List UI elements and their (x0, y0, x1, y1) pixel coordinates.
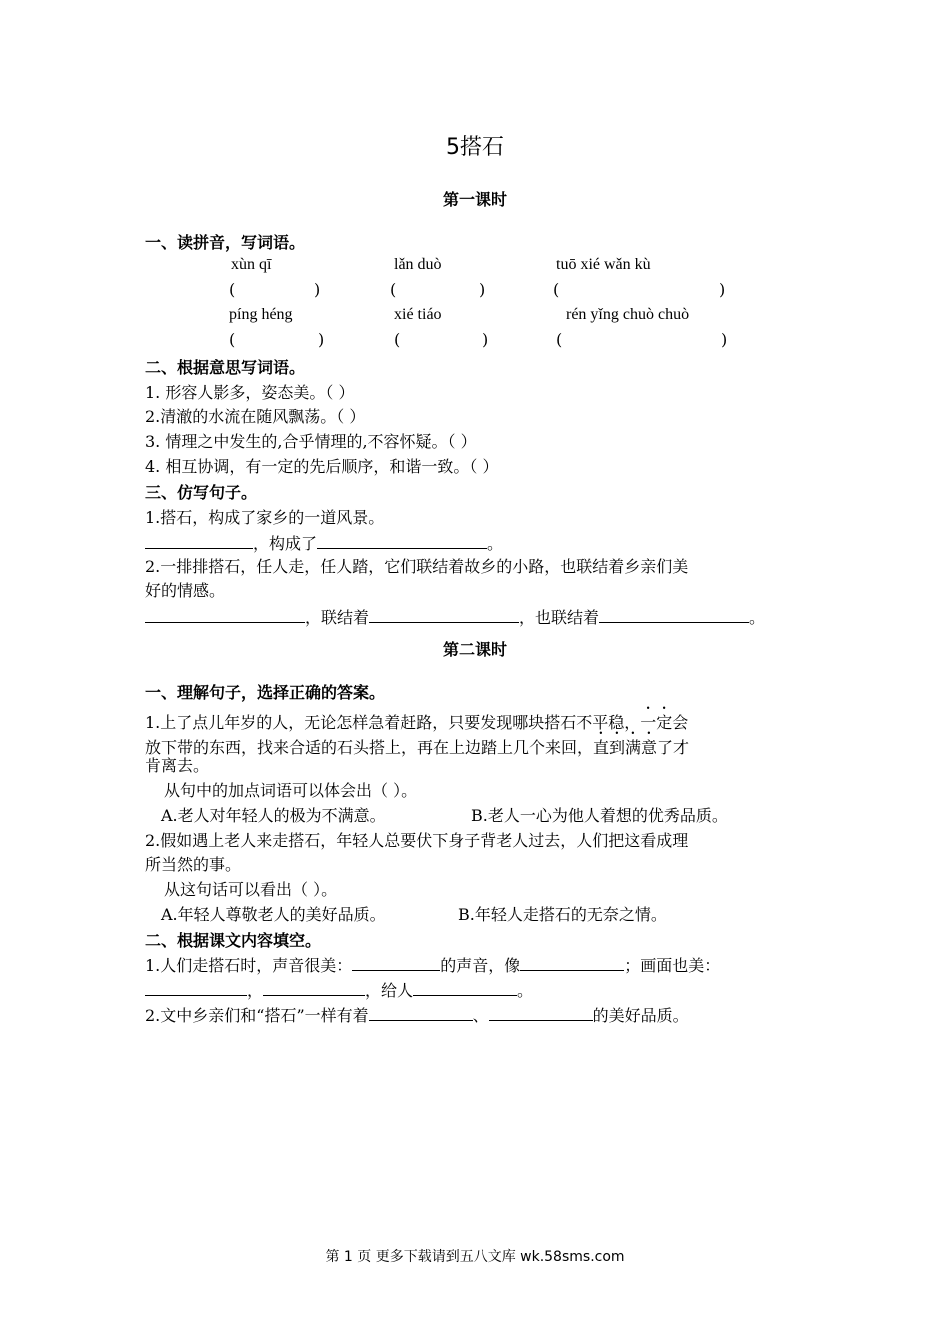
section-understand-heading: 一、理解句子，选择正确的答案。 (145, 683, 386, 702)
fill-text: 1.人们走搭石时，声音很美： (145, 956, 353, 975)
blank-line[interactable] (489, 1002, 593, 1021)
lesson-two-heading: 第二课时 (442, 640, 507, 659)
fill-text: 、 (472, 1006, 489, 1025)
blank-line[interactable] (352, 952, 440, 971)
answer-box-pingheng[interactable]: ( (229, 330, 236, 349)
blank-line[interactable] (317, 530, 487, 549)
pinyin-landuo: lǎn duò (394, 256, 442, 273)
understand-q1-option-a[interactable]: A.老人对年轻人的极为不满意。 (161, 806, 386, 825)
understand-q2-prompt: 从这句话可以看出（ ）。 (164, 880, 338, 899)
pinyin-tuoxiewanku: tuō xié wǎn kù (556, 256, 651, 273)
understand-q2-line1: 2.假如遇上老人来走搭石，年轻人总要伏下身子背老人过去，人们把这看成理 (145, 831, 689, 850)
blank-line[interactable] (145, 977, 247, 996)
answer-box-xunqi-close: ) (314, 280, 321, 299)
meaning-item-2: 2.清澈的水流在随风飘荡。（ ） (145, 407, 366, 426)
fill-text: 的声音，像 (440, 956, 521, 975)
imitate-item-2-line2: 好的情感。 (145, 581, 226, 600)
q1-text: 了才 (657, 738, 690, 757)
answer-box-xietiao[interactable]: ( (394, 330, 401, 349)
answer-box-xunqi[interactable]: ( (229, 280, 236, 299)
lesson-one-heading: 第一课时 (442, 190, 507, 209)
blank-line[interactable] (369, 604, 519, 623)
dotted-words-zhidaomanyi: 直到满意 (593, 738, 658, 757)
blank-line[interactable] (145, 604, 305, 623)
understand-q2-option-b[interactable]: B.年轻人走搭石的无奈之情。 (458, 905, 667, 924)
pinyin-pingheng: píng héng (229, 306, 293, 323)
answer-box-renyingchuochuo-close: ) (721, 330, 728, 349)
page-footer: 第 1 页 更多下载请到五八文库 wk.58sms.com (325, 1249, 625, 1265)
pinyin-xietiao: xié tiáo (394, 306, 442, 323)
q1-text: 1.上了点儿年岁的人，无论怎样急着赶路，只要发现哪块搭石不平稳， (145, 713, 641, 732)
page-title: 5搭石 (446, 135, 504, 160)
fill-q2-line (145, 1002, 689, 1026)
fill-text: ，联结着 (305, 608, 370, 627)
fill-text: ，构成了 (253, 534, 318, 553)
q1-text: 会 (672, 713, 689, 732)
pinyin-xunqi: xùn qī (231, 256, 272, 273)
section-imitate-heading: 三、仿写句子。 (145, 483, 258, 502)
blank-line[interactable] (599, 604, 749, 623)
section-fill-heading: 二、根据课文内容填空。 (145, 931, 322, 950)
fill-text: 。 (487, 534, 504, 553)
section-meaning-heading: 二、根据意思写词语。 (145, 358, 306, 377)
answer-box-pingheng-close: ) (318, 330, 325, 349)
dotted-text: 一定 (640, 713, 673, 732)
answer-box-landuo[interactable]: ( (390, 280, 397, 299)
meaning-item-4: 4. 相互协调，有一定的先后顺序，和谐一致。（ ） (145, 457, 499, 476)
blank-line[interactable] (413, 977, 517, 996)
meaning-item-3: 3. 情理之中发生的,合乎情理的,不容怀疑。（ ） (145, 432, 477, 451)
imitate-item-2-line1: 2.一排排搭石，任人走，任人踏，它们联结着故乡的小路，也联结着乡亲们美 (145, 557, 689, 576)
imitate-fill-2 (145, 604, 765, 628)
blank-line[interactable] (145, 530, 253, 549)
q1-text: 放下带的东西，找来合适的石头搭上，再在上边踏上几个来回， (145, 738, 594, 757)
fill-q1-line2 (145, 977, 533, 1001)
meaning-item-1: 1. 形容人影多，姿态美。（ ） (145, 383, 355, 402)
fill-q1-line1 (145, 952, 720, 976)
fill-text: 。 (517, 981, 534, 1000)
understand-q1-line2 (145, 729, 689, 758)
understand-q1-option-b[interactable]: B.老人一心为他人着想的优秀品质。 (471, 806, 728, 825)
fill-text: ；画面也美： (624, 956, 721, 975)
fill-text: ，给人 (365, 981, 414, 1000)
blank-line[interactable] (369, 1002, 473, 1021)
answer-box-tuoxiewanku[interactable]: ( (553, 280, 560, 299)
answer-box-tuoxiewanku-close: ) (719, 280, 726, 299)
understand-q2-line2: 所当然的事。 (145, 855, 242, 874)
answer-box-xietiao-close: ) (482, 330, 489, 349)
understand-q2-option-a[interactable]: A.年轻人尊敬老人的美好品质。 (161, 905, 386, 924)
blank-line[interactable] (520, 952, 624, 971)
fill-text: 。 (749, 608, 766, 627)
answer-box-renyingchuochuo[interactable]: ( (556, 330, 563, 349)
blank-line[interactable] (263, 977, 365, 996)
fill-text: 2.文中乡亲们和“搭石”一样有着 (145, 1006, 369, 1025)
understand-q1-line3: 肯离去。 (145, 756, 210, 775)
imitate-fill-1 (145, 530, 503, 554)
pinyin-renyingchuochuo: rén yǐng chuò chuò (566, 306, 690, 323)
fill-text: ，也联结着 (519, 608, 600, 627)
answer-box-landuo-close: ) (479, 280, 486, 299)
fill-text: ， (247, 981, 264, 1000)
imitate-item-1: 1.搭石，构成了家乡的一道风景。 (145, 508, 385, 527)
section-pinyin-heading: 一、读拼音，写词语。 (145, 233, 306, 252)
understand-q1-prompt: 从句中的加点词语可以体会出（ ）。 (164, 781, 418, 800)
fill-text: 的美好品质。 (592, 1006, 689, 1025)
